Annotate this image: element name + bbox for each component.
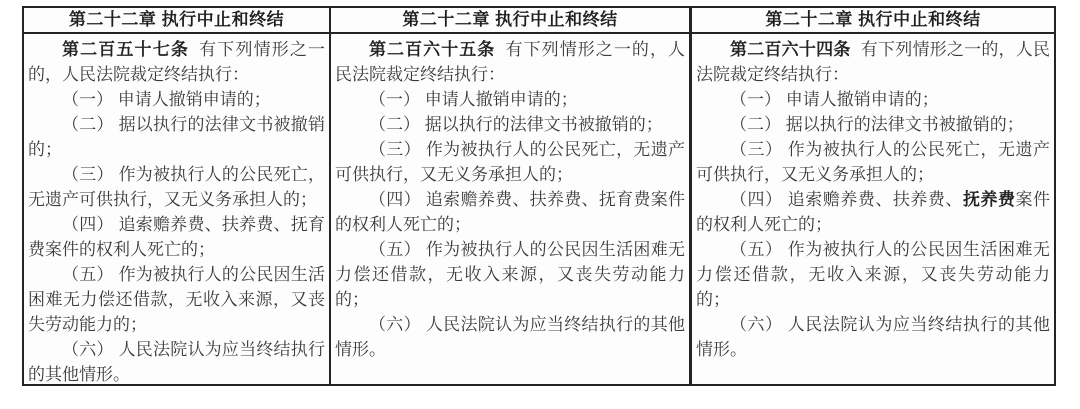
article-item <box>28 112 325 162</box>
article-body <box>24 34 329 384</box>
article-item <box>335 312 685 362</box>
item-text: （一） 申请人撤销申请的； <box>730 90 939 109</box>
article-item <box>335 112 685 137</box>
article-item <box>335 237 685 312</box>
item-text: （三） 作为被执行人的公民死亡，无遗产可供执行，又无义务承担人的； <box>696 140 1050 184</box>
article-item <box>696 87 1050 112</box>
item-text: （四） 追索赡养费、扶养费、抚育费案件的权利人死亡的； <box>335 190 685 234</box>
article-item <box>696 112 1050 137</box>
article-body <box>331 34 689 384</box>
item-text: （六） 人民法院认为应当终结执行的其他情形。 <box>335 315 685 359</box>
article-intro-text: 有下列情形之一的，人民法院裁定终结执行： <box>696 40 1051 84</box>
article-intro-text: 有下列情形之一的，人民法院裁定终结执行： <box>335 40 686 84</box>
emphasized-term: 抚养费 <box>962 190 1016 209</box>
article-number: 第二百五十七条 <box>62 40 189 59</box>
article-intro <box>335 37 685 87</box>
item-text: （一） 申请人撤销申请的； <box>62 90 271 109</box>
article-intro-text: 有下列情形之一的，人民法院裁定终结执行： <box>28 40 326 84</box>
article-intro <box>28 37 325 87</box>
item-text: （五） 作为被执行人的公民因生活困难无力偿还借款，无收入来源，又丧失劳动能力的； <box>696 240 1050 309</box>
article-body <box>692 34 1054 384</box>
article-item <box>696 312 1050 362</box>
chapter-header: 第二十二章 执行中止和终结 <box>24 8 329 34</box>
article-item <box>28 162 325 212</box>
article-item <box>335 87 685 112</box>
item-text: （四） 追索赡养费、扶养费、抚育费案件的权利人死亡的； <box>28 215 325 259</box>
article-items <box>28 87 325 384</box>
article-number: 第二百六十五条 <box>369 40 496 59</box>
article-item <box>696 137 1050 187</box>
article-items <box>335 87 685 362</box>
article-item <box>28 262 325 337</box>
article-item <box>28 87 325 112</box>
item-text: （五） 作为被执行人的公民因生活困难无力偿还借款，无收入来源，又丧失劳动能力的； <box>28 265 325 334</box>
item-text: （二） 据以执行的法律文书被撤销的； <box>730 115 1024 134</box>
item-text: （六） 人民法院认为应当终结执行的其他情形。 <box>28 340 325 384</box>
article-item <box>28 212 325 262</box>
article-item <box>28 337 325 384</box>
article-item <box>696 187 1050 237</box>
chapter-header: 第二十二章 执行中止和终结 <box>331 8 689 34</box>
article-item <box>696 237 1050 312</box>
item-text: （四） 追索赡养费、扶养费、 <box>730 190 963 209</box>
law-column-264 <box>689 8 1054 384</box>
chapter-header: 第二十二章 执行中止和终结 <box>692 8 1054 34</box>
article-items <box>696 87 1050 362</box>
item-text: （五） 作为被执行人的公民因生活困难无力偿还借款，无收入来源，又丧失劳动能力的； <box>335 240 685 309</box>
law-column-257 <box>24 8 329 384</box>
item-text: （二） 据以执行的法律文书被撤销的； <box>369 115 663 134</box>
item-text: 案件的权利人死亡的； <box>696 190 1050 234</box>
item-text: （二） 据以执行的法律文书被撤销的； <box>28 115 325 159</box>
item-text: （三） 作为被执行人的公民死亡，无遗产可供执行，又无义务承担人的； <box>28 165 325 209</box>
law-column-265 <box>329 8 689 384</box>
item-text: （六） 人民法院认为应当终结执行的其他情形。 <box>696 315 1050 359</box>
item-text: （一） 申请人撤销申请的； <box>369 90 578 109</box>
article-number: 第二百六十四条 <box>730 40 851 59</box>
article-intro <box>696 37 1050 87</box>
article-item <box>335 137 685 187</box>
article-item <box>335 187 685 237</box>
law-comparison-table <box>22 6 1056 386</box>
item-text: （三） 作为被执行人的公民死亡，无遗产可供执行，又无义务承担人的； <box>335 140 685 184</box>
